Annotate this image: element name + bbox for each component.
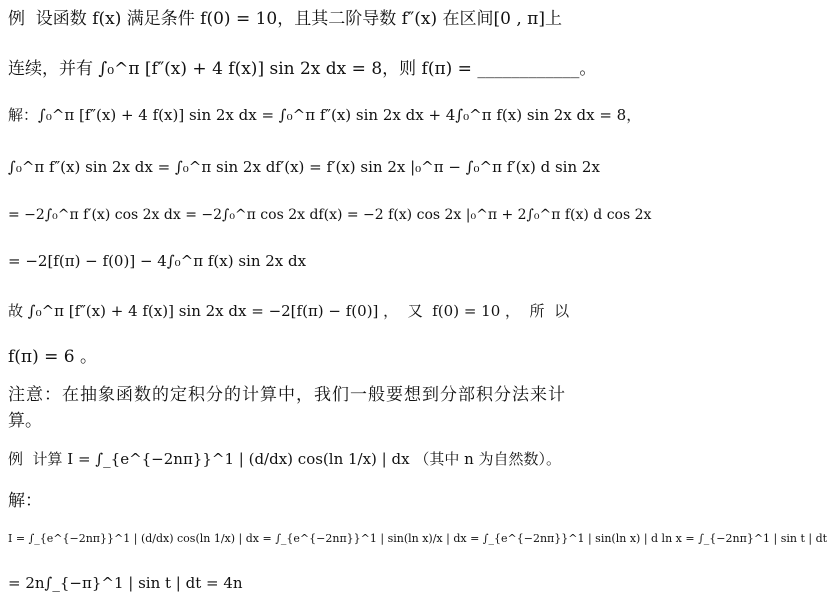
- text-line-14: = 2n∫_{−π}^1 | sin t | dt = 4n: [8, 574, 243, 592]
- text-line-12: 解：: [8, 491, 42, 511]
- text-line-11: 例 计算 I = ∫_{e^{−2nπ}}^1 | (d/dx) cos(ln 1/x) | dx （其中 n 为自然数）。: [8, 450, 562, 468]
- text-line-7: 故 ∫₀^π [f″(x) + 4 f(x)] sin 2x dx = −2[f(π) − f(0)] ， 又 f(0) = 10 ， 所 以: [8, 302, 570, 320]
- text-line-4: ∫₀^π f″(x) sin 2x dx = ∫₀^π sin 2x df′(x) = f′(x) sin 2x |₀^π − ∫₀^π f′(x) d sin 2x: [8, 158, 600, 176]
- text-line-13: I = ∫_{e^{−2nπ}}^1 | (d/dx) cos(ln 1/x) | dx = ∫_{e^{−2nπ}}^1 | sin(ln x)/x | dx = ∫_{e^{−2nπ}}^1 | sin(ln x) | d ln x = ∫_{−2nπ}^1 | sin t | dt: [8, 532, 827, 545]
- text-line-5: = −2∫₀^π f′(x) cos 2x dx = −2∫₀^π cos 2x df(x) = −2 f(x) cos 2x |₀^π + 2∫₀^π f(x) d cos 2x: [8, 207, 652, 223]
- text-line-10: 算。: [8, 411, 42, 431]
- text-line-2: 连续，并有 ∫₀^π [f″(x) + 4 f(x)] sin 2x dx = 8，则 f(π) = ____________。: [8, 59, 597, 79]
- text-line-6: = −2[f(π) − f(0)] − 4∫₀^π f(x) sin 2x dx: [8, 252, 307, 270]
- text-line-1: 例 设函数 f(x) 满足条件 f(0) = 10，且其二阶导数 f″(x) 在区间[0 , π]上: [8, 9, 562, 29]
- text-line-9: 注意：在抽象函数的定积分的计算中，我们一般要想到分部积分法来计: [8, 385, 566, 405]
- text-line-3: 解：∫₀^π [f″(x) + 4 f(x)] sin 2x dx = ∫₀^π f″(x) sin 2x dx + 4∫₀^π f(x) sin 2x dx = 8，: [8, 106, 642, 124]
- text-line-8: f(π) = 6 。: [8, 347, 98, 367]
